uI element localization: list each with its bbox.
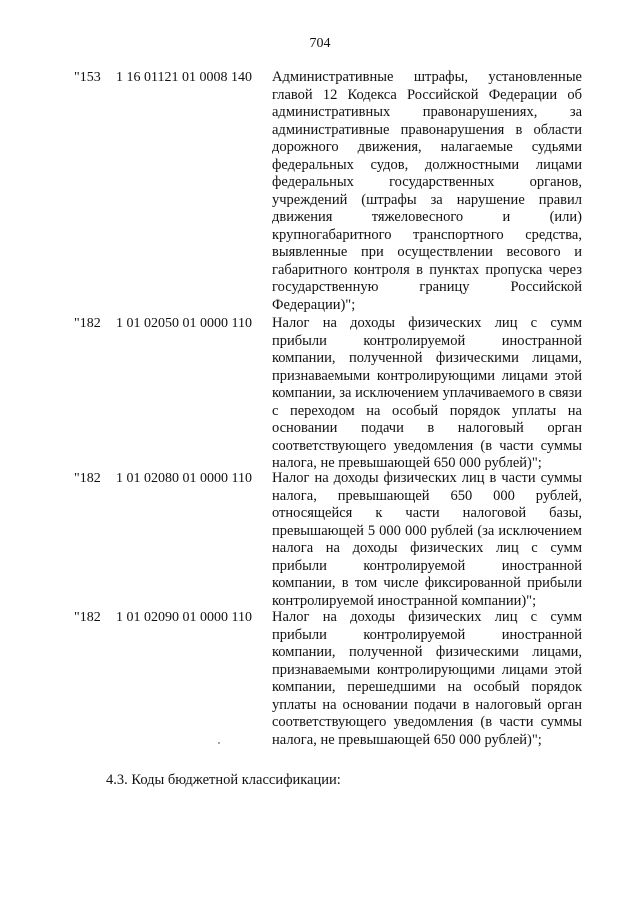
- kbk-code: [74, 69, 252, 87]
- budget-classification-code: 1 01 02050 01 0000 110: [116, 316, 252, 331]
- administrator-code: "182: [74, 610, 101, 625]
- administrator-code: "153: [74, 70, 101, 85]
- administrator-code: "182: [74, 471, 101, 486]
- section-heading: 4.3. Коды бюджетной классификации:: [106, 772, 341, 788]
- budget-classification-code: 1 01 02080 01 0000 110: [116, 471, 252, 486]
- scan-speck: [218, 742, 220, 744]
- kbk-description: Налог на доходы физических лиц с сумм прибыли контролируемой иностранной компании, полученной физическими лицами, признаваемыми контролирующими лицами этой компании, перешедшими на особый порядок уплаты на основании подачи в налоговый орган соответствующего уведомления (в части суммы налога, не превышающей 650 000 рублей)";: [272, 609, 582, 748]
- kbk-code: [74, 470, 252, 488]
- administrator-code: "182: [74, 316, 101, 331]
- kbk-code: [74, 609, 252, 627]
- budget-classification-code: 1 01 02090 01 0000 110: [116, 610, 252, 625]
- kbk-description: Налог на доходы физических лиц с сумм прибыли контролируемой иностранной компании, полученной физическими лицами, признаваемыми контролирующими лицами этой компании, за исключением уплачиваемого в связи с переходом на особый порядок уплаты на основании подачи в налоговый орган соответствующего уведомления (в части суммы налога, не превышающей 650 000 рублей)";: [272, 315, 582, 471]
- kbk-code: [74, 315, 252, 333]
- kbk-description: Административные штрафы, установленные главой 12 Кодекса Российской Федерации об административных правонарушениях, за административные правонарушения в области дорожного движения, налагаемые судьями федеральных судов, должностными лицами федеральных государственных органов, учреждений (штрафы за нарушение правил движения тяжеловесного и (или) крупногабаритного транспортного средства, выявленные при осуществлении весового и габаритного контроля в пунктах пропуска через государственную границу Российской Федерации)";: [272, 69, 582, 313]
- budget-classification-code: 1 16 01121 01 0008 140: [116, 70, 252, 85]
- page-number: 704: [309, 36, 331, 51]
- kbk-description: Налог на доходы физических лиц в части суммы налога, превышающей 650 000 рублей, относящейся к части налоговой базы, превышающей 5 000 000 рублей (за исключением налога на доходы физических лиц с сумм прибыли контролируемой иностранной компании, в том числе фиксированной прибыли контролируемой иностранной компании)";: [272, 470, 582, 609]
